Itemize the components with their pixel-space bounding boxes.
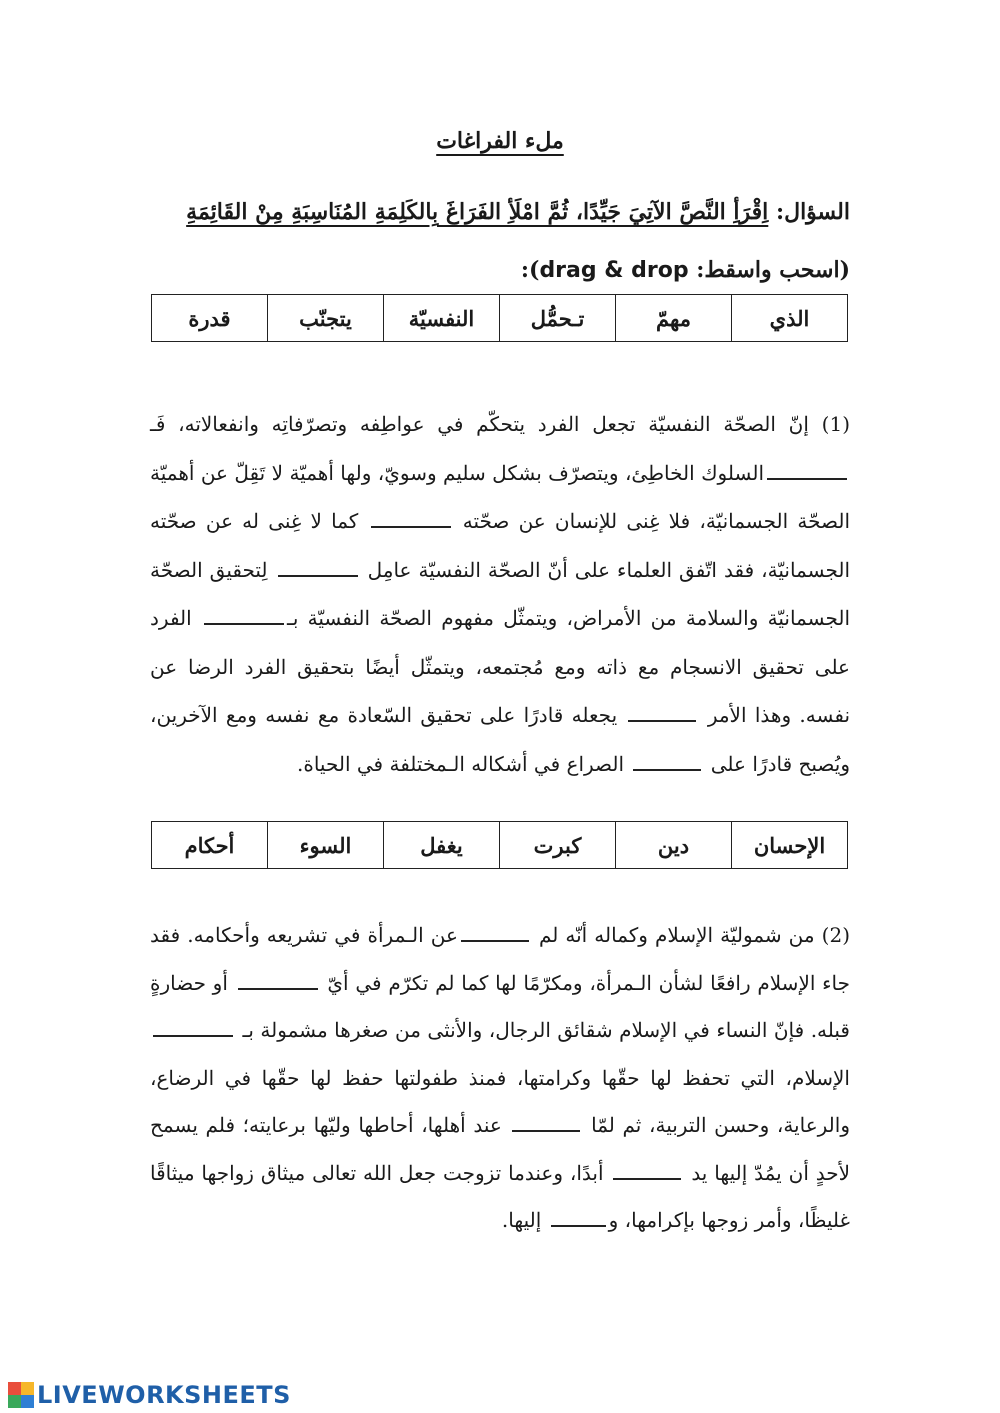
draggable-word[interactable]: الإحسان (753, 832, 826, 858)
draggable-word[interactable]: قدرة (188, 305, 231, 331)
word-bank-cell (616, 295, 732, 342)
draggable-word[interactable]: أحكام (184, 832, 235, 858)
paragraph-text: الصراع في أشكاله الـمختلفة في الحياة. (297, 751, 625, 776)
drop-blank[interactable] (633, 745, 701, 771)
word-bank-1 (151, 294, 848, 342)
drop-blank[interactable] (371, 502, 451, 528)
paragraph-text: إليها. (501, 1208, 542, 1232)
word-bank-cell (732, 822, 848, 869)
drop-blank[interactable] (628, 696, 696, 722)
draggable-word[interactable]: الذي (769, 305, 810, 331)
paragraph-text: عند أهلها، أحاطها وليّها برعايته؛ فلم يسمح لأحدٍ أن يمُدّ إليها يد (150, 1113, 851, 1185)
drop-blank[interactable] (278, 551, 358, 577)
word-bank-cell (268, 295, 384, 342)
word-bank-cell (152, 822, 268, 869)
draggable-word[interactable]: السوء (299, 832, 352, 858)
paragraph-text: السلوك الخاطِئ، ويتصرّف بشكل سليم وسويّ، ولها أهميّة لا تَقِلّ عن أهميّة الصحّة الجسمانيّة، فلا غِنى للإنسان عن صحّته (150, 460, 851, 533)
word-bank-cell (152, 295, 268, 342)
paragraph-text: أبدًا، وعندما تزوجت جعل الله تعالى ميثاق زواجها ميثاقًا غليظًا، وأمر زوجها بإكرامها، و (150, 1160, 850, 1232)
word-bank-cell (384, 295, 500, 342)
word-bank-cell (616, 822, 732, 869)
drop-blank[interactable] (153, 1011, 233, 1037)
logo-icon (8, 1382, 34, 1408)
word-bank-2 (151, 821, 848, 869)
draggable-word[interactable]: كبرت (533, 832, 582, 858)
instruction-text: اِقْرَأِ النَّصَّ الآتِيَ جَيِّدًا، ثُمَّ امْلَأِ الفَرَاغَ بِالكَلِمَةِ المُنَاسِبَةِ مِنْ القَائِمَةِ (186, 199, 769, 225)
liveworksheets-logo (8, 1381, 291, 1409)
paragraph-2 (150, 912, 850, 1245)
drop-blank[interactable] (551, 1201, 606, 1227)
question-label: السؤال: (775, 199, 850, 225)
word-bank-cell (732, 295, 848, 342)
paragraph-text: يجعله قادرًا على تحقيق السّعادة مع نفسه ومع الآخرين، ويُصبح قادرًا على (150, 703, 850, 776)
word-bank-cell (500, 295, 616, 342)
draggable-word[interactable]: مهمّ (656, 305, 691, 331)
paragraph-text: (2) من شموليّة الإسلام وكماله أنّه لم (538, 923, 850, 947)
paragraph-text: لِتحقيق الصحّة الجسمانيّة والسلامة من الأمراض، ويتمثّل مفهوم الصحّة النفسيّة بـ (150, 557, 851, 630)
question-instruction (150, 183, 850, 300)
drop-blank[interactable] (767, 454, 847, 480)
instruction-suffix: (اسحب واسقط: (696, 257, 850, 283)
draggable-word[interactable]: تـحمُّل (530, 305, 585, 331)
drop-blank[interactable] (512, 1106, 580, 1132)
paragraph-1 (150, 400, 850, 788)
paragraph-text: أو حضارةٍ قبله. فإنّ النساء في الإسلام شقائق الرجال، والأنثى من صغرها مشمولة بـ (150, 970, 850, 1042)
draggable-word[interactable]: دين (657, 832, 690, 858)
page-title: ملء الفراغات (436, 128, 564, 154)
paragraph-text: الفرد على تحقيق الانسجام مع ذاته ومع مُجتمعه، ويتمثّل أيضًا بتحقيق الفرد الرضا عن نفسه. وهذا الأمر (150, 606, 851, 727)
brand-name: LIVEWORKSHEETS (37, 1381, 291, 1409)
drop-blank[interactable] (204, 599, 284, 625)
paragraph-text: (1) إنّ الصحّة النفسيّة تجعل الفرد يتحكّم في عواطِفه وتصرّفاتِه وانفعالاته، فَـ (150, 412, 850, 436)
draggable-word[interactable]: يغفل (420, 832, 463, 858)
paragraph-text: عن الـمرأة في تشريعه وأحكامه. فقد جاء الإسلام رافعًا لشأن الـمرأة، ومكرّمًا لها كما لم تكرّم في أيّ (150, 923, 851, 995)
word-bank-cell (500, 822, 616, 869)
drag-drop-label: drag & drop (539, 258, 689, 283)
drop-blank[interactable] (461, 916, 529, 942)
paragraph-text: كما لا غِنى له عن صحّته الجسمانيّة، فقد اتّفق العلماء على أنّ الصحّة النفسيّة عامِل (150, 509, 851, 582)
paragraph-text: الإسلام، التي تحفظ لها حقّها وكرامتها، فمنذ طفولتها حفظ لها حقّها في الرضاع، والرعاية، وحسن التربية، ثم لمّا (150, 1065, 850, 1137)
drop-blank[interactable] (613, 1154, 681, 1180)
word-bank-cell (384, 822, 500, 869)
draggable-word[interactable]: النفسيّة (408, 305, 475, 331)
word-bank-cell (268, 822, 384, 869)
instruction-suffix-end: ): (520, 257, 540, 283)
draggable-word[interactable]: يتجنّب (299, 305, 352, 331)
drop-blank[interactable] (238, 964, 318, 990)
